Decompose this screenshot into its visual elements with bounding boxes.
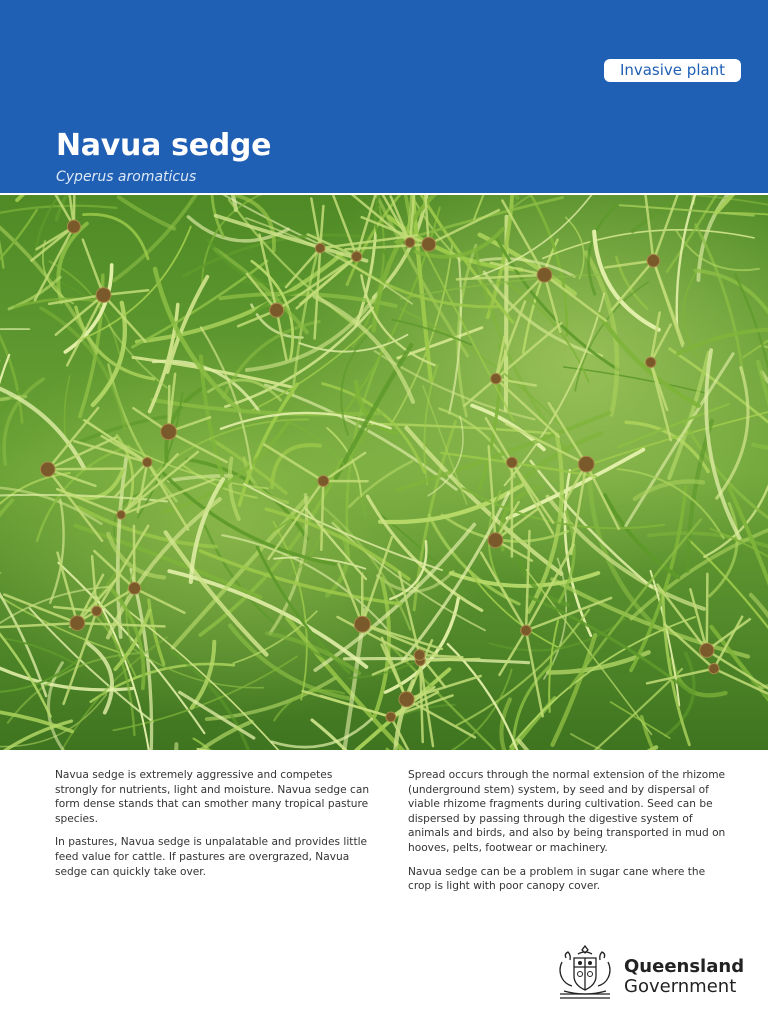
seed-head [67, 220, 80, 233]
seed-head [96, 288, 111, 303]
seed-head [399, 692, 414, 707]
seed-head [422, 237, 436, 251]
sedge-bract [134, 526, 135, 588]
seed-head [578, 456, 594, 472]
paragraph: Navua sedge can be a problem in sugar cane where the crop is light with poor canopy cover. [408, 865, 706, 893]
seed-head [315, 243, 325, 253]
seed-head [521, 625, 532, 636]
seed-head [70, 616, 85, 631]
sedge-photo-image [0, 195, 768, 750]
seed-head [318, 476, 329, 487]
seed-head [386, 712, 396, 722]
body-column-left [55, 768, 373, 888]
paragraph: In pastures, Navua sedge is unpalatable and provides little feed value for cattle. If pastures are overgrazed, Navua sedge can quickly take over. [55, 836, 368, 878]
seed-head [647, 254, 660, 267]
seed-head [405, 238, 415, 248]
seed-head [537, 268, 552, 283]
seed-head [507, 457, 518, 468]
seed-head [270, 303, 284, 317]
seed-head [92, 606, 102, 616]
logo-text-queensland: Queensland [624, 956, 745, 977]
sedge-bract [707, 574, 708, 650]
paragraph: Navua sedge is extremely aggressive and competes strongly for nutrients, light and moisture. Navua sedge can form dense stands that can smother many tropical pasture species. [55, 769, 370, 825]
invasive-plant-badge: Invasive plant [604, 59, 741, 82]
seed-head [352, 251, 362, 261]
seed-head [709, 664, 719, 674]
body-column-right [408, 768, 726, 903]
seed-head [646, 357, 656, 367]
logo-text-government: Government [624, 976, 737, 997]
paragraph: Spread occurs through the normal extension of the rhizome (underground stem) system, by seed and by dispersal of viable rhizome fragments during cultivation. Seed can be dispersed by passing through the digestive system of animals and birds, and also by being transported in mud on hooves, pelts, footwear or machinery. [408, 769, 726, 854]
seed-head [117, 511, 126, 520]
seed-head [354, 616, 370, 632]
seed-head [161, 424, 177, 440]
seed-head [414, 650, 425, 661]
seed-head [488, 533, 503, 548]
queensland-government-logo [554, 942, 744, 1002]
scientific-name: Cyperus aromaticus [56, 169, 197, 185]
seed-head [491, 373, 502, 384]
queensland-coat-of-arms-icon [554, 942, 616, 1002]
seed-head [129, 582, 141, 594]
seed-head [40, 462, 55, 477]
header-banner [0, 0, 768, 193]
sedge-bract [48, 469, 123, 470]
seed-head [700, 643, 714, 657]
sedge-photo [0, 195, 768, 750]
seed-head [143, 458, 153, 468]
page-title: Navua sedge [56, 128, 272, 163]
